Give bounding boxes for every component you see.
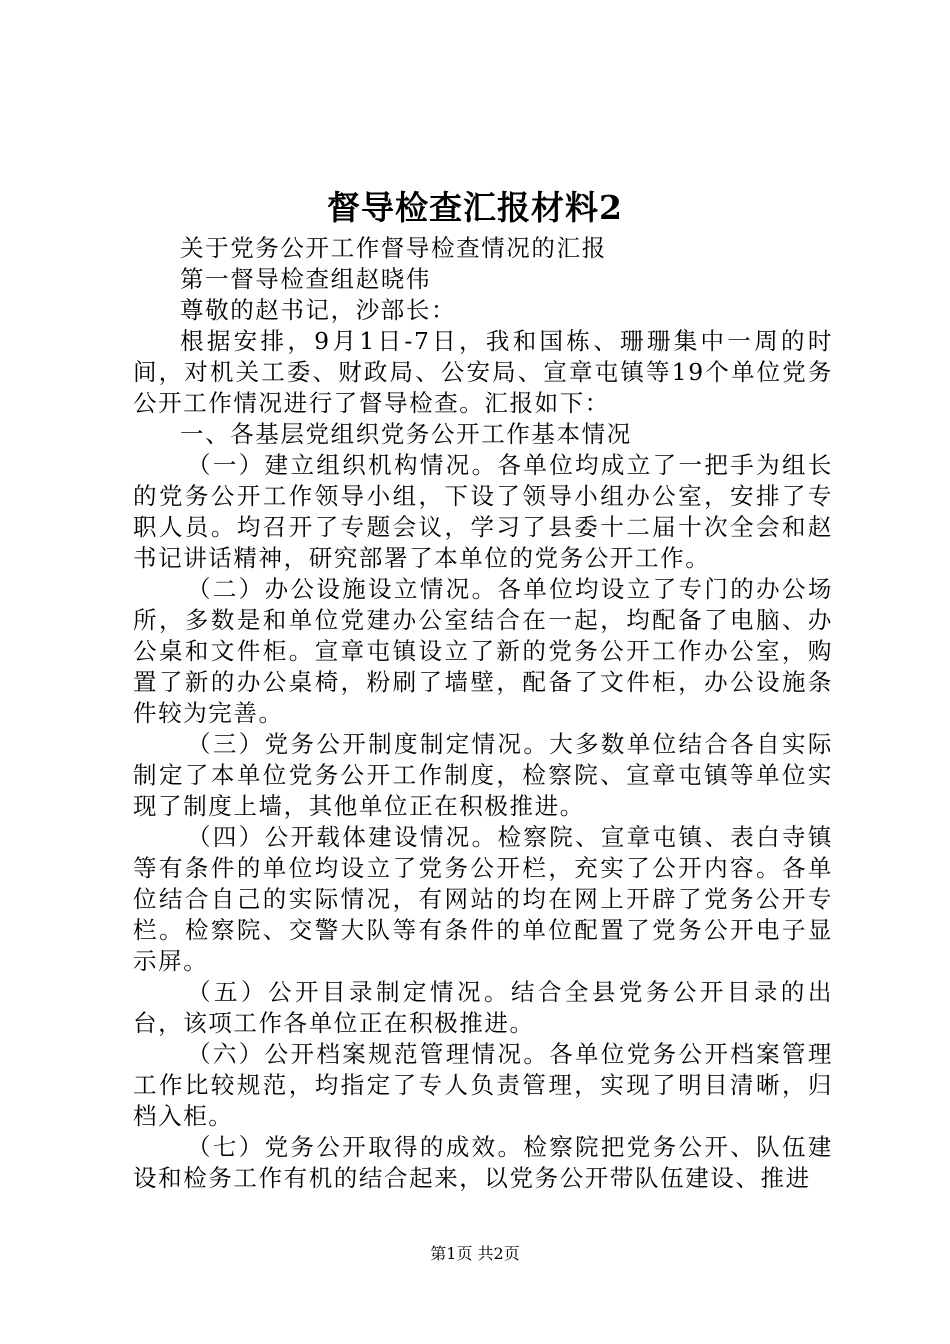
salutation: 尊敬的赵书记，沙部长： xyxy=(180,296,457,324)
paragraph-item-1: （一）建立组织机构情况。各单位均成立了一把手为组长的党务公开工作领导小组，下设了领导小组办公室，安排了专职人员。均召开了专题会议，学习了县委十二届十次全会和赵书记讲话精神，研究部署了本单位的党务公开工作。 xyxy=(133,451,833,572)
paragraph-item-6: （六）公开档案规范管理情况。各单位党务公开档案管理工作比较规范，均指定了专人负责管理，实现了明目清晰，归档入柜。 xyxy=(133,1040,833,1130)
report-author: 第一督导检查组赵晓伟 xyxy=(180,265,431,293)
paragraph-item-7: （七）党务公开取得的成效。检察院把党务公开、队伍建设和检务工作有机的结合起来，以党务公开带队伍建设、推进 xyxy=(133,1133,833,1192)
report-heading: 关于党务公开工作督导检查情况的汇报 xyxy=(180,234,607,262)
document-body xyxy=(133,233,833,1194)
intro-paragraph: 根据安排，9月1日-7日，我和国栋、珊珊集中一周的时间，对机关工委、财政局、公安局、宣章屯镇等19个单位党务公开工作情况进行了督导检查。汇报如下： xyxy=(133,327,833,417)
section-heading-1: 一、各基层党组织党务公开工作基本情况 xyxy=(180,420,632,448)
document-title: 督导检查汇报材料2 xyxy=(327,188,623,227)
paragraph-item-4: （四）公开载体建设情况。检察院、宣章屯镇、表白寺镇等有条件的单位均设立了党务公开栏，充实了公开内容。各单位结合自己的实际情况，有网站的均在网上开辟了党务公开专栏。检察院、交警大队等有条件的单位配置了党务公开电子显示屏。 xyxy=(133,823,833,975)
page-footer: 第1页 共2页 xyxy=(430,1244,520,1263)
paragraph-item-2: （二）办公设施设立情况。各单位均设立了专门的办公场所，多数是和单位党建办公室结合在一起，均配备了电脑、办公桌和文件柜。宣章屯镇设立了新的党务公开工作办公室，购置了新的办公桌椅，粉刷了墙壁，配备了文件柜，办公设施条件较为完善。 xyxy=(133,575,833,727)
paragraph-item-3: （三）党务公开制度制定情况。大多数单位结合各自实际制定了本单位党务公开工作制度，检察院、宣章屯镇等单位实现了制度上墙，其他单位正在积极推进。 xyxy=(133,730,833,820)
paragraph-item-5: （五）公开目录制定情况。结合全县党务公开目录的出台，该项工作各单位正在积极推进。 xyxy=(133,978,833,1037)
